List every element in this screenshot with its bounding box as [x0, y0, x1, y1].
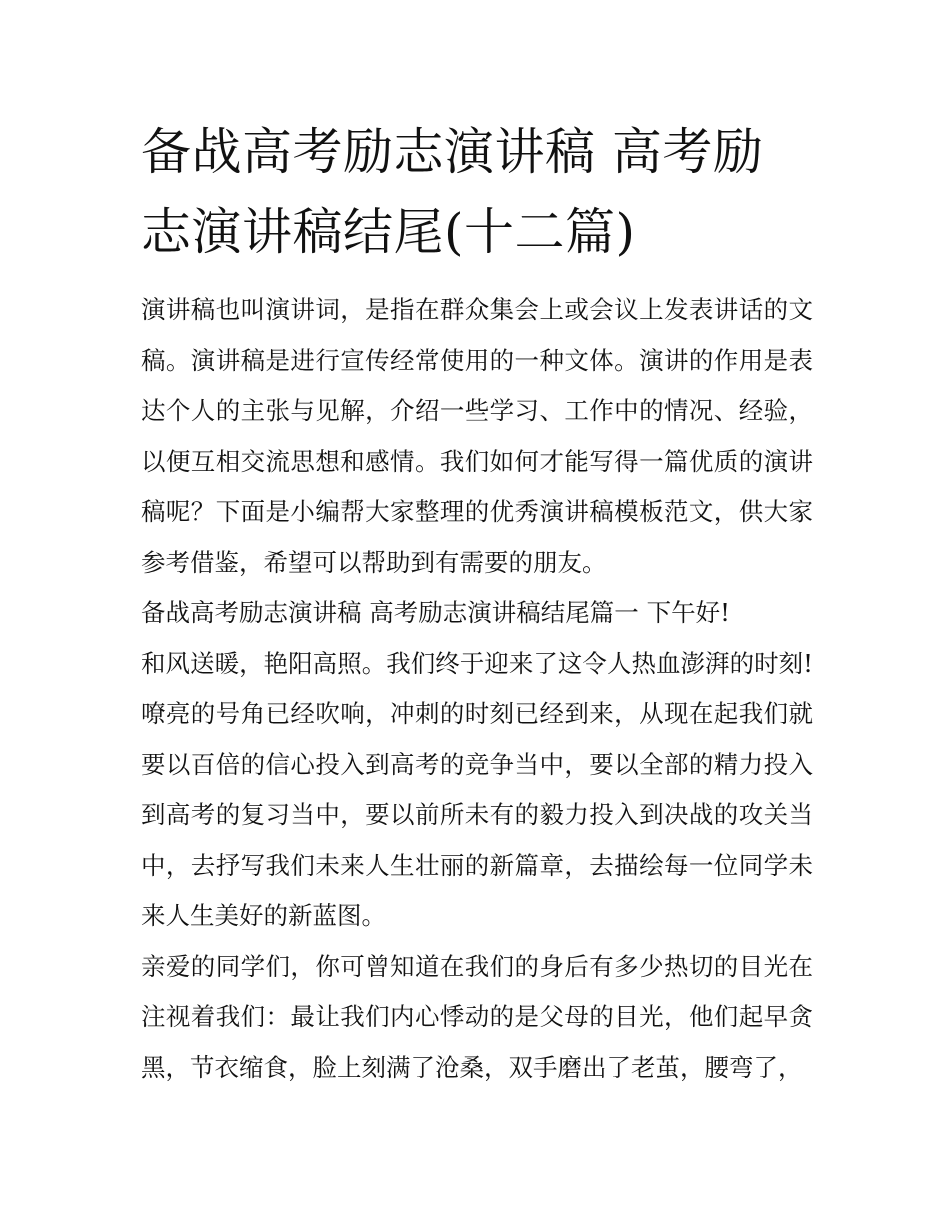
document-title: 备战高考励志演讲稿 高考励志演讲稿结尾(十二篇)	[141, 123, 764, 261]
paragraph-opening: 和风送暖，艳阳高照。我们终于迎来了这令人热血澎湃的时刻!嘹亮的号角已经吹响，冲刺的时刻已经到来，从现在起我们就要以百倍的信心投入到高考的竞争当中，要以全部的精力投入到高考的复习当中，要以前所未有的毅力投入到决战的攻关当中，去抒写我们未来人生壮丽的新篇章，去描绘每一位同学未来人生美好的新蓝图。	[141, 648, 813, 930]
document-body	[141, 285, 813, 1093]
paragraph-intro: 演讲稿也叫演讲词，是指在群众集会上或会议上发表讲话的文稿。演讲稿是进行宣传经常使用的一种文体。演讲的作用是表达个人的主张与见解，介绍一些学习、工作中的情况、经验，以便互相交流思想和感情。我们如何才能写得一篇优质的演讲稿呢？下面是小编帮大家整理的优秀演讲稿模板范文，供大家参考借鉴，希望可以帮助到有需要的朋友。	[141, 295, 813, 577]
paragraph-section-heading: 备战高考励志演讲稿 高考励志演讲稿结尾篇一 下午好!	[141, 598, 730, 627]
paragraph-parents: 亲爱的同学们，你可曾知道在我们的身后有多少热切的目光在注视着我们：最让我们内心悸动的是父母的目光，他们起早贪黑，节衣缩食，脸上刻满了沧桑，双手磨出了老茧，腰弯了，	[141, 951, 813, 1082]
document-page	[141, 112, 813, 1093]
